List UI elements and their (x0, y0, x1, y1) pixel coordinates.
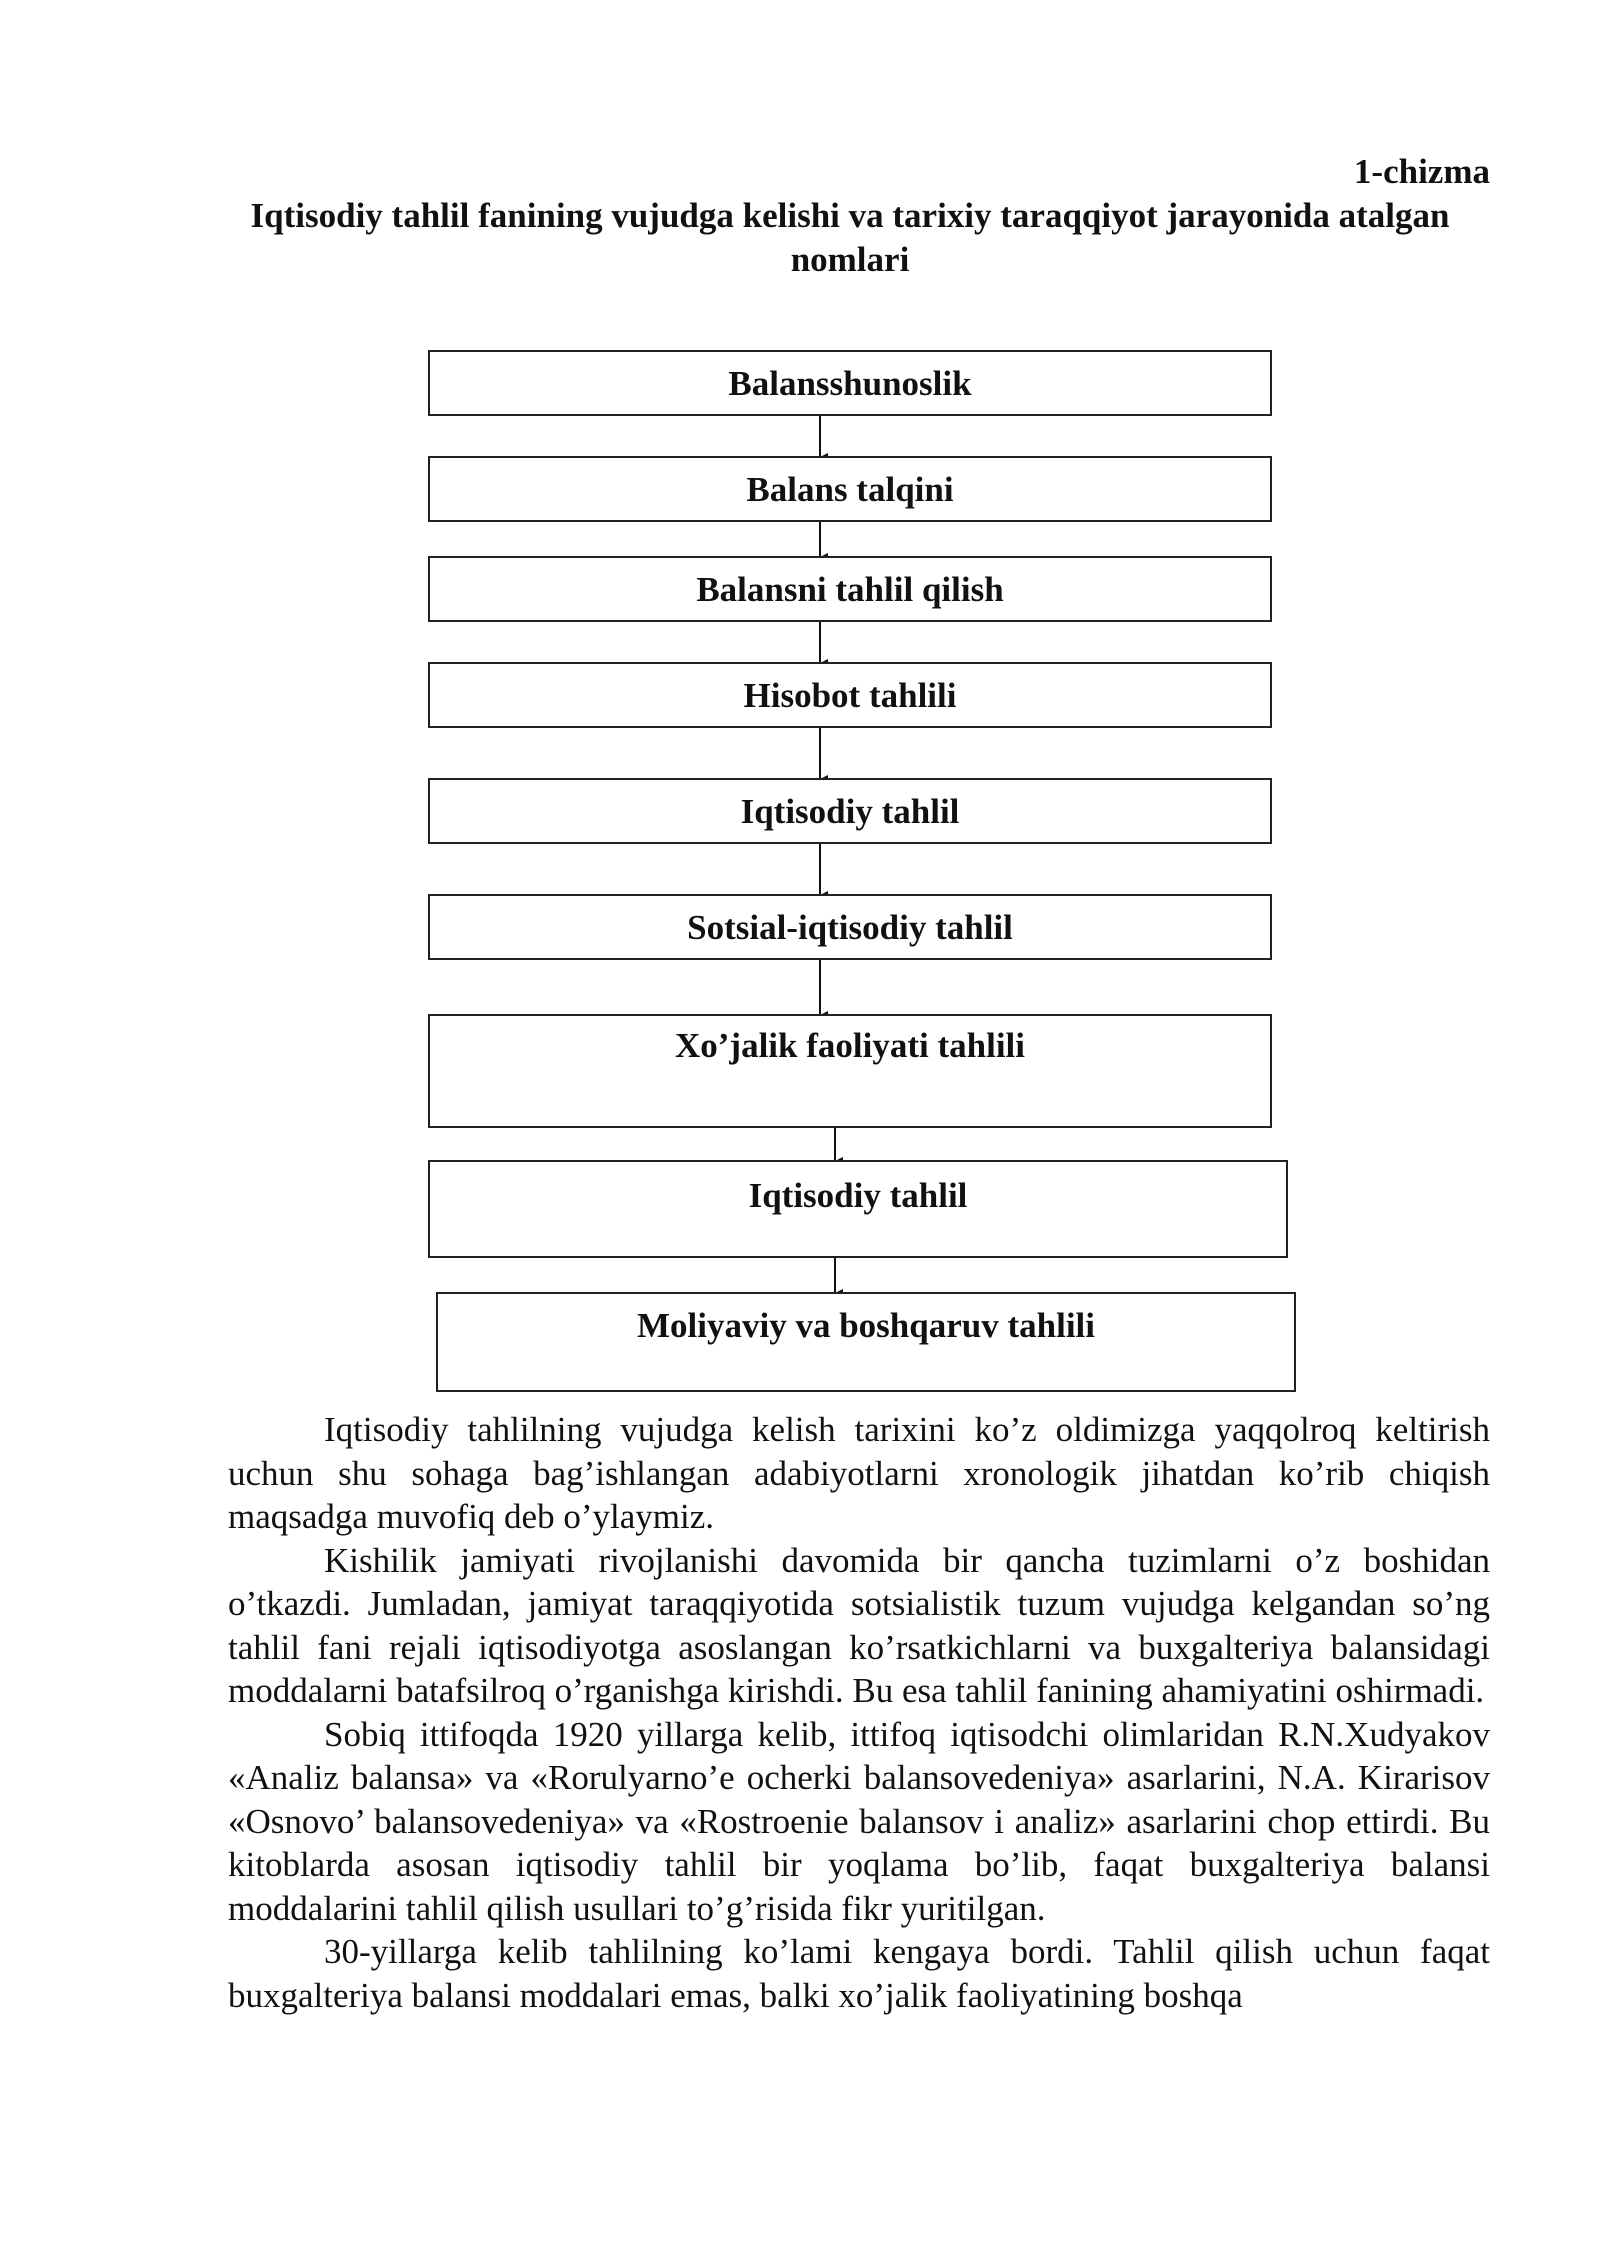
flow-step-sotsial-iqtisodiy-tahlil (428, 894, 1272, 960)
flow-step-label: Balansshunoslik (728, 364, 972, 403)
flow-step-label: Balansni tahlil qilish (696, 570, 1004, 609)
figure-label: 1-chizma (1353, 152, 1490, 191)
flow-step-label: Moliyaviy va boshqaruv tahlili (637, 1306, 1095, 1345)
flow-step-label: Sotsial-iqtisodiy tahlil (687, 908, 1013, 947)
flow-step-balansshunoslik (428, 350, 1272, 416)
body-text (228, 1408, 1490, 2017)
flow-step-iqtisodiy-tahlil (428, 778, 1272, 844)
paragraph: Iqtisodiy tahlilning vujudga kelish tarixini ko’z oldimizga yaqqolroq keltirish uchun shu sohaga bag’ishlangan adabiyotlarni xronologik jihatdan ko’rib chiqish maqsadga muvofiq deb o’ylaymiz. (228, 1410, 1490, 1536)
paragraph: Kishilik jamiyati rivojlanishi davomida bir qancha tuzimlarni o’z boshidan o’tkazdi. Jumladan, jamiyat taraqqiyotida sotsialistik tuzum vujudga kelgandan so’ng tahlil fani rejali iqtisodiyotga asoslangan ko’rsatkichlarni va buxgalteriya balansidagi moddalarni batafsilroq o’rganishga kirishdi. Bu esa tahlil fanining ahamiyatini oshirmadi. (228, 1540, 1490, 1710)
flow-step-label: Iqtisodiy tahlil (748, 1176, 968, 1215)
flow-step-xojalik-faoliyati-tahlili (428, 1014, 1272, 1128)
flow-step-hisobot-tahlili (428, 662, 1272, 728)
paragraph: Sobiq ittifoqda 1920 yillarga kelib, ittifoq iqtisodchi olimlaridan R.N.Xudyakov «Analiz balansa» va «Rorulyarno’e ocherki balansovedeniya» asarlarini, N.A. Kirarisov «Osnovo’ balansovedeniya» va «Rostroenie balansov i analiz» asarlarini chop ettirdi. Bu kitoblarda asosan iqtisodiy tahlil bir yoqlama bo’lib, faqat buxgalteriya balansi moddalarini tahlil qilish usullari to’g’risida fikr yuritilgan. (228, 1714, 1490, 1928)
flow-step-balans-talqini (428, 456, 1272, 522)
flow-step-label: Hisobot tahlili (743, 676, 957, 715)
figure-title: Iqtisodiy tahlil fanining vujudga kelishi va tarixiy taraqqiyot jarayonida atalgan nomlari (250, 196, 1450, 279)
flow-step-balansni-tahlil-qilish (428, 556, 1272, 622)
flow-step-label: Xo’jalik faoliyati tahlili (675, 1026, 1025, 1065)
flow-step-moliyaviy-va-boshqaruv-tahlili (436, 1292, 1296, 1392)
flow-step-label: Balans talqini (746, 470, 954, 509)
flow-step-iqtisodiy-tahlil-2 (428, 1160, 1288, 1258)
paragraph: 30-yillarga kelib tahlilning ko’lami kengaya bordi. Tahlil qilish uchun faqat buxgalteriya balansi moddalari emas, balki xo’jalik faoliyatining boshqa (228, 1932, 1490, 2015)
flow-step-label: Iqtisodiy tahlil (740, 792, 960, 831)
